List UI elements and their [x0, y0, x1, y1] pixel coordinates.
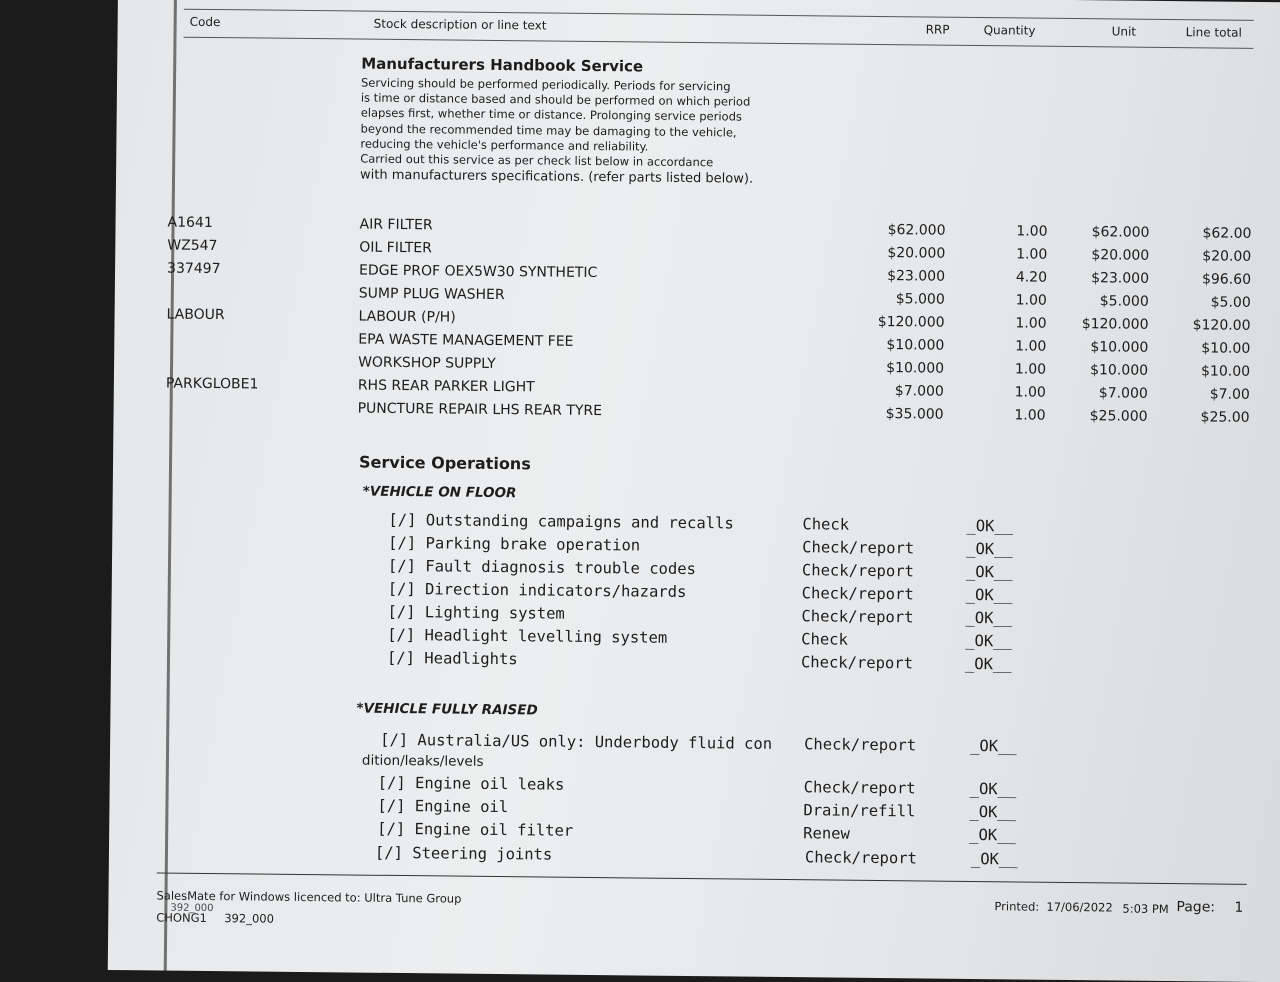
- item-description: AIR FILTER: [359, 217, 432, 234]
- item-code: LABOUR: [167, 307, 225, 324]
- raised-op-task: [/] Engine oil: [377, 797, 508, 816]
- item-rrp: $120.000: [854, 314, 944, 331]
- raised-op-task: [/] Steering joints: [375, 844, 552, 864]
- page-label: Page:: [1176, 899, 1215, 915]
- header-unit: Unit: [1112, 24, 1137, 38]
- floor-op-task: [/] Fault diagnosis trouble codes: [388, 557, 696, 578]
- item-description: OIL FILTER: [359, 240, 432, 257]
- floor-op-result: _OK__: [965, 632, 1012, 650]
- item-quantity: 1.00: [974, 407, 1046, 424]
- item-description: PUNCTURE REPAIR LHS REAR TYRE: [358, 401, 603, 420]
- intro-line: with manufacturers specifications. (refer parts listed below).: [360, 167, 820, 190]
- floor-op-action: Check/report: [801, 653, 913, 672]
- floor-op-action: Check/report: [802, 561, 914, 580]
- overprint-code: 392_000: [170, 903, 213, 914]
- vehicle-fully-raised-title: *VEHICLE FULLY RAISED: [356, 701, 537, 719]
- item-unit: $62.000: [1055, 224, 1149, 241]
- item-description: WORKSHOP SUPPLY: [358, 355, 496, 372]
- item-rrp: $7.000: [854, 383, 944, 400]
- raised-op-result: _OK__: [969, 803, 1016, 821]
- item-line-total: $25.00: [1154, 409, 1250, 426]
- item-rrp: $23.000: [855, 268, 945, 285]
- floor-op-action: Check: [802, 515, 849, 533]
- item-description: SUMP PLUG WASHER: [359, 286, 505, 304]
- floor-op-task: [/] Headlights: [387, 649, 518, 668]
- item-code: PARKGLOBE1: [166, 376, 259, 393]
- invoice-sheet: [108, 0, 1280, 982]
- item-code: A1641: [167, 215, 212, 231]
- page-number: 1: [1234, 900, 1243, 916]
- item-rrp: $20.000: [855, 245, 945, 262]
- item-description: RHS REAR PARKER LIGHT: [358, 378, 535, 396]
- header-top-rule: [184, 9, 1254, 21]
- intro-line: beyond the recommended time may be damaging to the vehicle,: [360, 121, 820, 141]
- raised-op-action: Renew: [803, 824, 850, 842]
- item-description: LABOUR (P/H): [359, 309, 456, 326]
- item-unit: $5.000: [1055, 293, 1149, 310]
- item-unit: $20.000: [1055, 247, 1149, 264]
- item-quantity: 1.00: [975, 223, 1047, 240]
- item-rrp: $5.000: [855, 291, 945, 308]
- raised-op-task: [/] Engine oil filter: [377, 820, 573, 840]
- raised-op-result: _OK__: [971, 850, 1018, 868]
- item-rrp: $10.000: [854, 360, 944, 377]
- left-edge-line: [164, 0, 177, 971]
- floor-op-result: _OK__: [966, 517, 1013, 535]
- raised-op-action: Check/report: [805, 848, 917, 867]
- floor-op-task: [/] Outstanding campaigns and recalls: [388, 511, 733, 533]
- item-code: WZ547: [167, 238, 217, 255]
- service-operations-title: Service Operations: [359, 453, 531, 474]
- item-line-total: $96.60: [1155, 271, 1251, 288]
- footer-code: 392_000: [224, 911, 274, 926]
- item-code: 337497: [167, 261, 221, 278]
- intro-title: Manufacturers Handbook Service: [361, 55, 821, 78]
- intro-line: reducing the vehicle's performance and reliability.: [360, 136, 820, 156]
- item-line-total: $5.00: [1155, 294, 1251, 311]
- raised-op-result: _OK__: [970, 737, 1017, 755]
- item-rrp: $62.000: [855, 222, 945, 239]
- item-rrp: $35.000: [854, 406, 944, 423]
- header-line-total: Line total: [1186, 25, 1242, 40]
- floor-op-task: [/] Parking brake operation: [388, 534, 640, 555]
- floor-op-task: [/] Lighting system: [387, 603, 564, 623]
- service-intro: [360, 55, 821, 190]
- item-unit: $7.000: [1054, 385, 1148, 402]
- printed-time: 5:03 PM: [1122, 902, 1168, 916]
- raised-op-task: [/] Engine oil leaks: [378, 774, 565, 794]
- header-bottom-rule: [184, 37, 1254, 49]
- intro-line: is time or distance based and should be performed on which period: [361, 91, 821, 111]
- floor-op-result: _OK__: [966, 586, 1013, 604]
- floor-op-result: _OK__: [965, 609, 1012, 627]
- printed-label: Printed:: [994, 899, 1039, 913]
- user-code: CHONG1: [156, 910, 207, 925]
- raised-op-task: [/] Australia/US only: Underbody fluid con: [380, 731, 772, 753]
- licence-text: SalesMate for Windows licenced to: Ultra Tune Group: [156, 888, 461, 905]
- item-unit: $10.000: [1054, 362, 1148, 379]
- footer-rule: [157, 872, 1247, 884]
- item-line-total: $20.00: [1155, 248, 1251, 265]
- item-unit: $25.000: [1054, 408, 1148, 425]
- floor-op-result: _OK__: [965, 655, 1012, 673]
- header-rrp: RRP: [926, 22, 950, 36]
- item-quantity: 1.00: [974, 384, 1046, 401]
- header-description: Stock description or line text: [374, 17, 547, 33]
- item-line-total: $120.00: [1154, 317, 1250, 334]
- raised-op-action: Drain/refill: [803, 801, 915, 820]
- item-quantity: 4.20: [975, 269, 1047, 286]
- item-quantity: 1.00: [974, 315, 1046, 332]
- floor-op-action: Check/report: [802, 538, 914, 557]
- line-items-table: [118, 0, 1280, 2]
- item-description: EPA WASTE MANAGEMENT FEE: [358, 332, 573, 350]
- raised-op-result: _OK__: [970, 780, 1017, 798]
- raised-op-result: _OK__: [969, 826, 1016, 844]
- item-quantity: 1.00: [974, 338, 1046, 355]
- floor-op-task: [/] Direction indicators/hazards: [388, 580, 687, 601]
- raised-op-continuation: dition/leaks/levels: [362, 753, 484, 770]
- raised-op-action: Check/report: [804, 735, 916, 754]
- item-unit: $120.000: [1054, 316, 1148, 333]
- header-quantity: Quantity: [984, 23, 1036, 38]
- item-line-total: $7.00: [1154, 386, 1250, 403]
- floor-op-result: _OK__: [966, 563, 1013, 581]
- floor-op-action: Check: [801, 630, 848, 648]
- item-line-total: $10.00: [1154, 363, 1250, 380]
- intro-line: Servicing should be performed periodically. Periods for servicing: [361, 76, 821, 96]
- item-quantity: 1.00: [975, 246, 1047, 263]
- item-rrp: $10.000: [854, 337, 944, 354]
- printed-date: 17/06/2022: [1046, 900, 1112, 915]
- raised-op-action: Check/report: [804, 778, 916, 797]
- vehicle-on-floor-title: *VEHICLE ON FLOOR: [363, 484, 517, 502]
- intro-line: Carried out this service as per check list below in accordance: [360, 152, 820, 172]
- item-quantity: 1.00: [974, 361, 1046, 378]
- floor-op-action: Check/report: [801, 607, 913, 626]
- floor-op-result: _OK__: [966, 540, 1013, 558]
- item-unit: $23.000: [1055, 270, 1149, 287]
- item-description: EDGE PROF OEX5W30 SYNTHETIC: [359, 263, 597, 281]
- item-line-total: $62.00: [1155, 225, 1251, 242]
- floor-op-task: [/] Headlight levelling system: [387, 626, 667, 647]
- item-unit: $10.000: [1054, 339, 1148, 356]
- item-quantity: 1.00: [975, 292, 1047, 309]
- header-code: Code: [190, 15, 221, 29]
- intro-line: elapses first, whether time or distance. Prolonging service periods: [361, 106, 821, 126]
- item-line-total: $10.00: [1154, 340, 1250, 357]
- floor-op-action: Check/report: [802, 584, 914, 603]
